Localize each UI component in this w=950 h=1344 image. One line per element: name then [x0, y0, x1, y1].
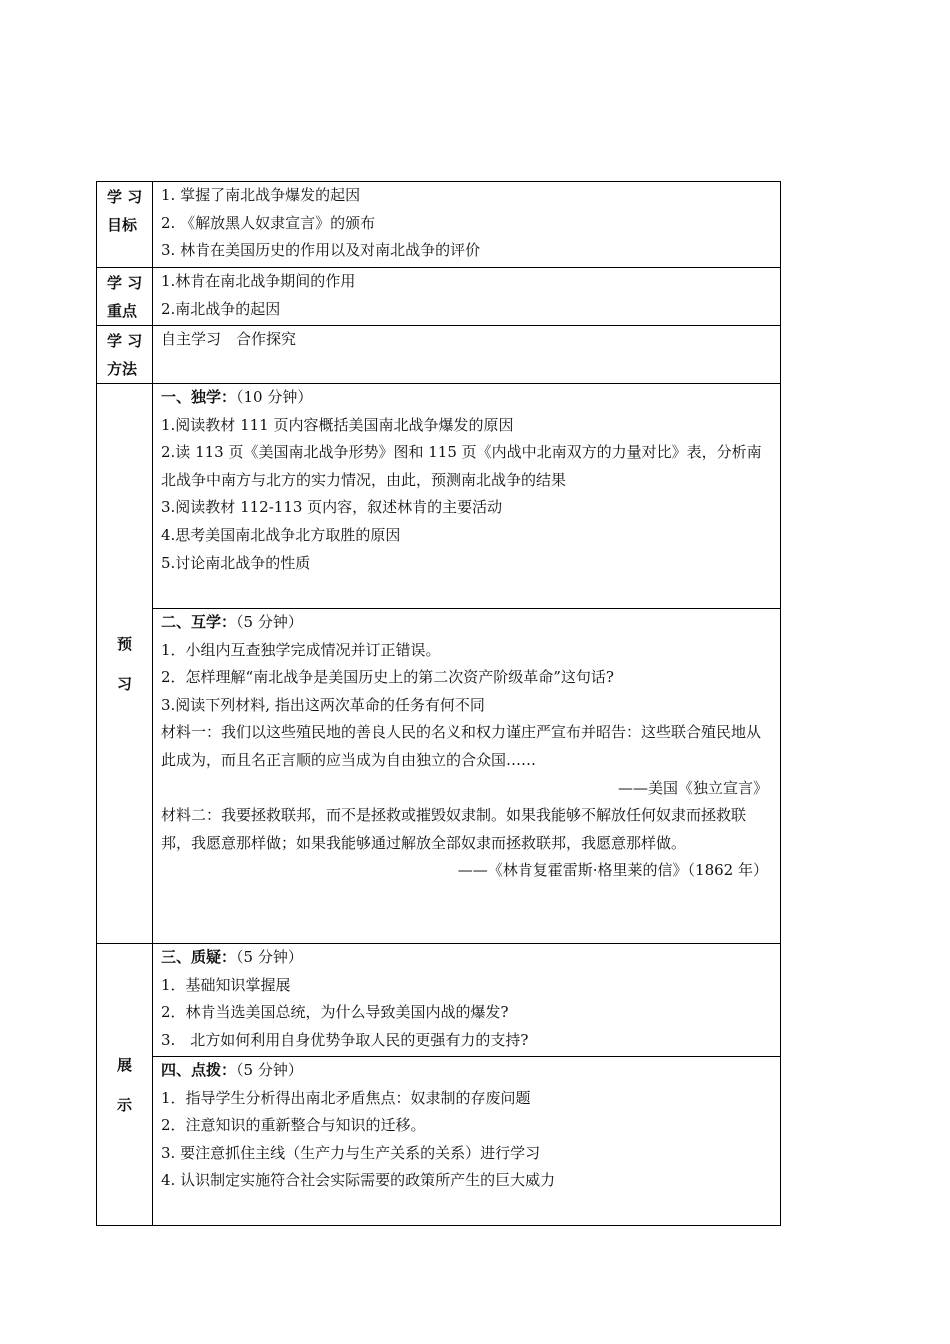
lesson-plan-table	[96, 181, 781, 1226]
self-study-time: （10 分钟）	[236, 388, 313, 406]
questions-heading	[161, 944, 772, 972]
mutual-study-content	[153, 609, 781, 944]
display-label-cell	[97, 944, 153, 1226]
questions-content	[153, 944, 781, 1057]
guidance-content	[153, 1057, 781, 1226]
self-study-row	[97, 384, 781, 609]
focus-item-2: 2.南北战争的起因	[161, 299, 281, 318]
self-study-title: 一、独学：	[161, 388, 237, 406]
questions-item-1: 1．基础知识掌握展	[161, 975, 291, 994]
guidance-row	[97, 1057, 781, 1226]
guidance-item-3: 3. 要注意抓住主线（生产力与生产关系的关系）进行学习	[161, 1143, 541, 1162]
mutual-study-time: （5 分钟）	[236, 613, 303, 631]
mutual-study-item-1: 1．小组内互查独学完成情况并订正错误。	[161, 640, 441, 659]
questions-item-2: 2．林肯当选美国总统，为什么导致美国内战的爆发?	[161, 1003, 509, 1022]
goal-item-3: 3. 林肯在美国历史的作用以及对南北战争的评价	[161, 241, 481, 260]
method-label-line1: 学 习	[107, 332, 143, 350]
mutual-study-item-2: 2．怎样理解“南北战争是美国历史上的第二次资产阶级革命”这句话?	[161, 668, 614, 687]
preview-label-cell	[97, 384, 153, 944]
self-study-item-2: 2.读 113 页《美国南北战争形势》图和 115 页《内战中北南双方的力量对比》表，分析南北战争中南方与北方的实力情况，由此，预测南北战争的结果	[161, 443, 762, 489]
material-one-source: ——美国《独立宣言》	[617, 778, 768, 797]
mutual-study-title: 二、互学：	[161, 613, 237, 631]
display-label-char1: 展	[116, 1055, 132, 1074]
questions-title: 三、质疑：	[161, 948, 237, 966]
display-label-char2: 示	[116, 1095, 132, 1114]
goal-item-1: 1. 掌握了南北战争爆发的起因	[161, 186, 361, 204]
material-two-source: ——《林肯复霍雷斯·格里莱的信》（1862 年）	[457, 861, 768, 880]
guidance-item-2: 2．注意知识的重新整合与知识的迁移。	[161, 1116, 426, 1135]
goals-content	[153, 182, 781, 268]
self-study-heading	[161, 384, 772, 412]
guidance-title: 四、点拨：	[161, 1061, 237, 1079]
focus-item-1: 1.林肯在南北战争期间的作用	[161, 272, 356, 290]
guidance-item-4: 4. 认识制定实施符合社会实际需要的政策所产生的巨大威力	[161, 1171, 556, 1190]
self-study-item-3: 3.阅读教材 112-113 页内容，叙述林肯的主要活动	[161, 498, 503, 517]
questions-row	[97, 944, 781, 1057]
mutual-study-item-3: 3.阅读下列材料, 指出这两次革命的任务有何不同	[161, 695, 485, 714]
self-study-item-1: 1.阅读教材 111 页内容概括美国南北战争爆发的原因	[161, 415, 514, 434]
focus-row	[97, 268, 781, 326]
method-row	[97, 326, 781, 384]
method-label-cell	[97, 326, 153, 384]
method-label-line2: 方法	[107, 360, 138, 378]
questions-time: （5 分钟）	[236, 948, 303, 966]
goal-item-2: 2. 《解放黑人奴隶宣言》的颁布	[161, 213, 376, 232]
focus-label-line1: 学 习	[107, 274, 143, 292]
self-study-content	[153, 384, 781, 609]
preview-label-char1: 预	[116, 634, 132, 653]
guidance-time: （5 分钟）	[236, 1061, 303, 1079]
material-two: 材料二：我要拯救联邦，而不是拯救或摧毁奴隶制。如果我能够不解放任何奴隶而拯救联邦，我愿意那样做；如果我能够通过解放全部奴隶而拯救联邦，我愿意那样做。	[161, 806, 747, 852]
self-study-item-4: 4.思考美国南北战争北方取胜的原因	[161, 525, 401, 544]
mutual-study-row	[97, 609, 781, 944]
goals-label-line1: 学 习	[107, 188, 143, 206]
goals-label-line2: 目标	[107, 216, 138, 234]
goals-label-cell	[97, 182, 153, 268]
self-study-item-5: 5.讨论南北战争的性质	[161, 553, 311, 572]
mutual-study-heading	[161, 609, 772, 637]
guidance-heading	[161, 1057, 772, 1085]
focus-content	[153, 268, 781, 326]
material-one: 材料一：我们以这些殖民地的善良人民的名义和权力谨庄严宣布并昭告：这些联合殖民地从此成为，而且名正言顺的应当成为自由独立的合众国……	[161, 723, 762, 769]
method-text: 自主学习 合作探究	[161, 330, 297, 348]
goals-row	[97, 182, 781, 268]
focus-label-cell	[97, 268, 153, 326]
preview-label-char2: 习	[116, 674, 132, 693]
guidance-item-1: 1．指导学生分析得出南北矛盾焦点：奴隶制的存废问题	[161, 1088, 531, 1107]
method-content	[153, 326, 781, 384]
questions-item-3: 3. 北方如何利用自身优势争取人民的更强有力的支持?	[161, 1030, 529, 1049]
focus-label-line2: 重点	[107, 302, 138, 320]
